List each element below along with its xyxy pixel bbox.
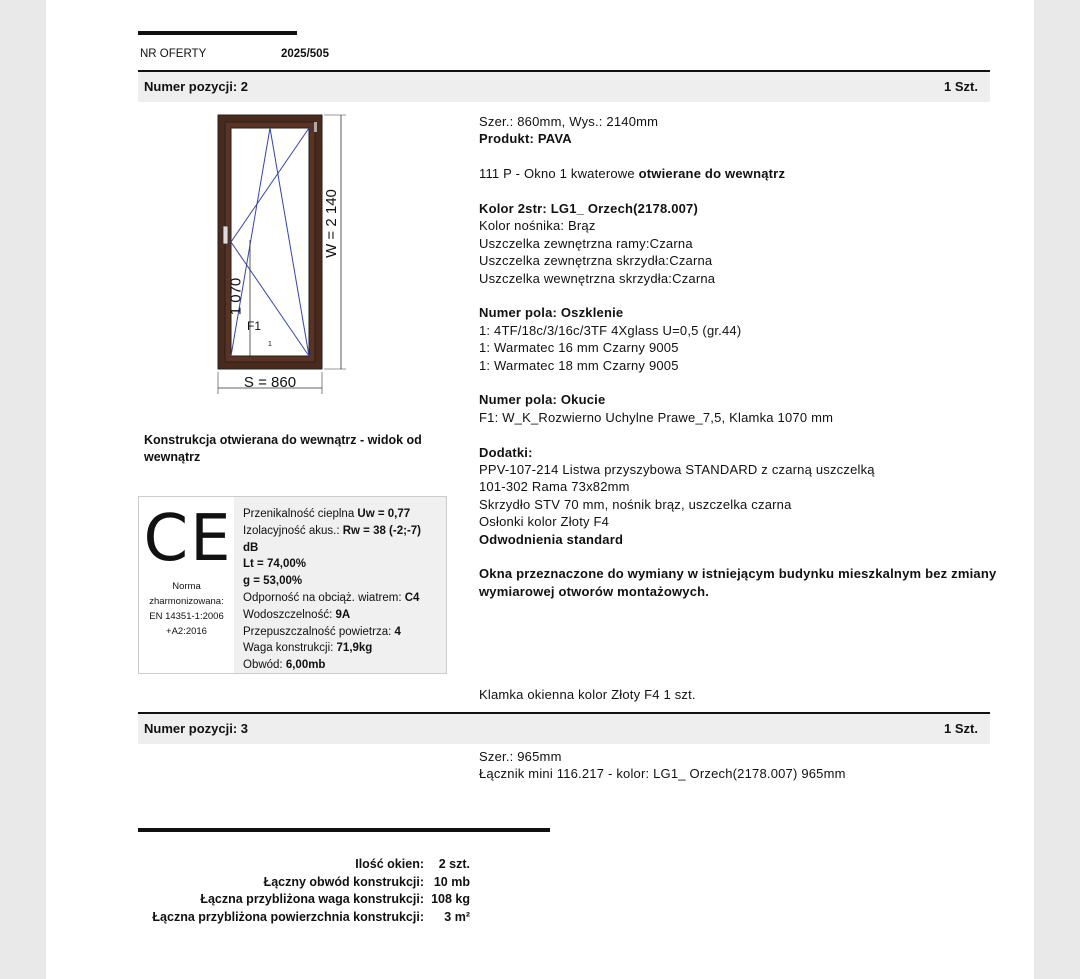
product-text: Produkt: PAVA	[479, 131, 572, 147]
position-3-dims: Szer.: 965mm	[479, 749, 562, 764]
position-3-header	[138, 714, 990, 744]
air-row: Przepuszczalność powietrza: 4	[243, 625, 401, 638]
totals-row: Łączna przybliżona waga konstrukcji: 108 kg	[200, 892, 470, 906]
color-text: Kolor 2str: LG1_ Orzech(2178.007)	[479, 201, 699, 216]
totals-block	[140, 856, 470, 926]
seal1-text: Uszczelka zewnętrzna ramy:Czarna	[479, 235, 693, 251]
harmonized-norm: Norma zharmonizowana: EN 14351-1:2006 +A2:2016	[149, 581, 224, 637]
glazing-header: Numer pola: Oszklenie	[479, 305, 624, 321]
lt-row: Lt = 74,00%	[243, 558, 306, 571]
extra1-text: PPV-107-214 Listwa przyszybowa STANDARD z czarną uszczelką	[479, 462, 875, 478]
seal3-text: Uszczelka wewnętrzna skrzydła:Czarna	[479, 270, 716, 286]
ce-info-box	[138, 496, 447, 674]
totals-row: Ilość okien: 2 szt.	[355, 857, 470, 871]
perimeter-row: Obwód: 6,00mb	[243, 659, 326, 672]
ce-logo: CE	[143, 502, 233, 576]
header-rule	[138, 31, 297, 35]
handle-icon	[223, 226, 228, 244]
glazing1-text: 1: 4TF/18c/3/16c/3TF 4Xglass U=0,5 (gr.44)	[479, 322, 742, 338]
seal2-text: Uszczelka zewnętrzna skrzydła:Czarna	[479, 253, 713, 269]
rw-unit: dB	[243, 541, 259, 554]
offer-number: 2025/505	[281, 48, 329, 60]
totals-row: Łączny obwód konstrukcji: 10 mb	[263, 874, 470, 889]
totals-row: Łączna przybliżona powierzchnia konstrukcji: 3 m²	[152, 909, 470, 924]
offer-label: NR OFERTY	[140, 48, 207, 60]
position-2-spec	[479, 113, 996, 600]
field-label: 1	[268, 341, 272, 348]
wind-row: Odporność na obciąż. wiatrem: C4	[243, 591, 420, 604]
g-row: g = 53,00%	[243, 575, 303, 588]
carrier-color-text: Kolor nośnika: Brąz	[479, 218, 596, 234]
dims-text: Szer.: 860mm, Wys.: 2140mm	[479, 114, 659, 129]
extra2-text: 101-302 Rama 73x82mm	[479, 479, 630, 495]
ce-properties	[243, 506, 421, 674]
position-3-connector: Łącznik mini 116.217 - kolor: LG1_ Orzech(2178.007) 965mm	[479, 766, 846, 782]
model-text: 111 P - Okno 1 kwaterowe otwierane do wewnątrz	[479, 166, 786, 182]
hinge-icon	[314, 122, 317, 132]
hardware-header: Numer pola: Okucie	[479, 392, 606, 408]
position-3-qty: 1 Szt.	[944, 721, 978, 736]
note1-text: Okna przeznaczone do wymiany w istniejącym budynku mieszkalnym bez zmiany	[479, 566, 997, 582]
width-label: S = 860	[243, 374, 297, 391]
hardware1-text: F1: W_K_Rozwierno Uchylne Prawe_7,5, Klamka 1070 mm	[479, 409, 834, 425]
note2-text: wymiarowej otworów montażowych.	[479, 583, 710, 599]
glazing2-text: 1: Warmatec 16 mm Czarny 9005	[479, 340, 679, 356]
extra3-text: Skrzydło STV 70 mm, nośnik brąz, uszczelka czarna	[479, 496, 792, 512]
position-2-header	[138, 72, 990, 102]
totals-rule	[138, 828, 550, 832]
ce-left-panel	[139, 497, 234, 673]
handle-height-label: 1 070	[227, 277, 245, 315]
ce-right-panel	[234, 497, 446, 673]
position-3-spec	[479, 748, 846, 783]
construction-caption: Konstrukcja otwierana do wewnątrz - widok od wewnątrz	[144, 433, 422, 464]
water-row: Wodoszczelność: 9A	[243, 608, 351, 621]
position-2-qty: 1 Szt.	[944, 79, 978, 94]
position-2-label: Numer pozycji: 2	[144, 79, 249, 94]
uw-row: Przenikalność cieplna Uw = 0,77	[243, 508, 411, 520]
extras-header: Dodatki:	[479, 444, 533, 460]
handle-item-text: Klamka okienna kolor Złoty F4 1 szt.	[479, 687, 696, 702]
extra4-text: Osłonki kolor Złoty F4	[479, 514, 610, 530]
height-label: W = 2 140	[322, 188, 340, 258]
weight-row: Waga konstrukcji: 71,9kg	[243, 642, 373, 655]
rw-row: Izolacyjność akus.: Rw = 38 (-2;-7)	[243, 524, 422, 537]
glazing3-text: 1: Warmatec 18 mm Czarny 9005	[479, 357, 679, 373]
extra5-text: Odwodnienia standard	[479, 531, 624, 547]
position-3-label: Numer pozycji: 3	[144, 721, 249, 736]
sash-label: F1	[247, 319, 262, 333]
